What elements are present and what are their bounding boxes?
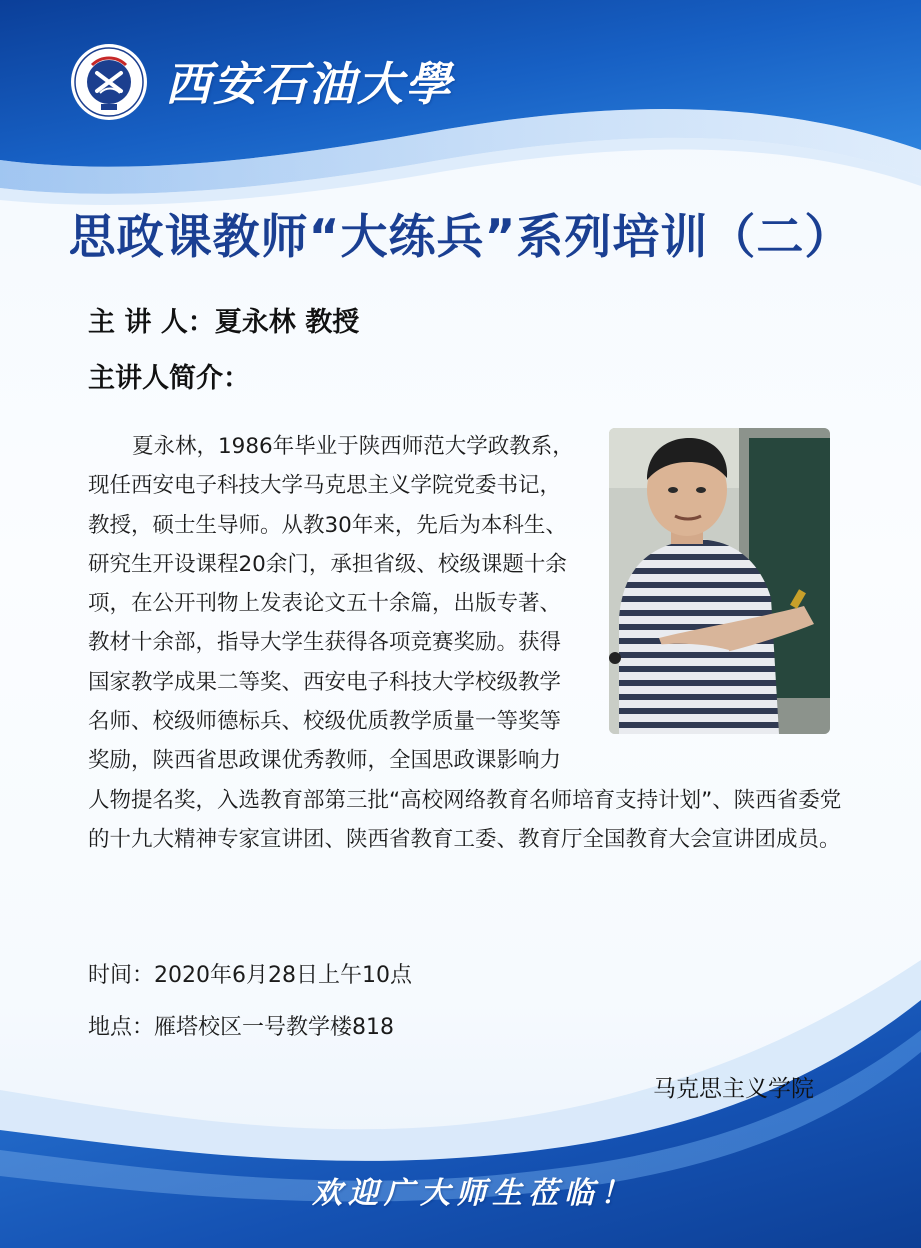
university-name: 西安石油大學 bbox=[165, 57, 453, 111]
speaker-line: 主 讲 人：夏永林 教授 bbox=[88, 307, 360, 338]
welcome-slogan: 欢迎广大师生莅临！ bbox=[312, 1176, 636, 1211]
photo-spacer bbox=[582, 427, 844, 743]
organizer: 马克思主义学院 bbox=[653, 1076, 814, 1102]
speaker-bio-paragraph bbox=[88, 427, 844, 859]
event-time: 时间：2020年6月28日上午10点 bbox=[88, 963, 412, 988]
intro-heading: 主讲人简介： bbox=[88, 363, 250, 394]
page-title: 思政课教师“大练兵”系列培训（二） bbox=[68, 210, 853, 265]
event-place: 地点：雁塔校区一号教学楼818 bbox=[88, 1015, 394, 1040]
speaker-bio: 夏永林，1986年毕业于陕西师范大学政教系，现任西安电子科技大学马克思主义学院党委书记，教授，硕士生导师。从教30年来，先后为本科生、研究生开设课程20余门，承担省级、校级课题十余项，在公开刊物上发表论文五十余篇，出版专著、教材十余部，指导大学生获得各项竞赛奖励。获得国家教学成果二等奖、西安电子科技大学校级教学名师、校级师德标兵、校级优质教学质量一等奖等奖励，陕西省思政课优秀教师，全国思政课影响力人物提名奖，入选教育部第三批“高校网络教育名师培育支持计划”、陕西省委党的十九大精神专家宣讲团、陕西省教育工委、教育厅全国教育大会宣讲团成员。 bbox=[88, 434, 842, 852]
university-logo-icon bbox=[70, 43, 148, 121]
